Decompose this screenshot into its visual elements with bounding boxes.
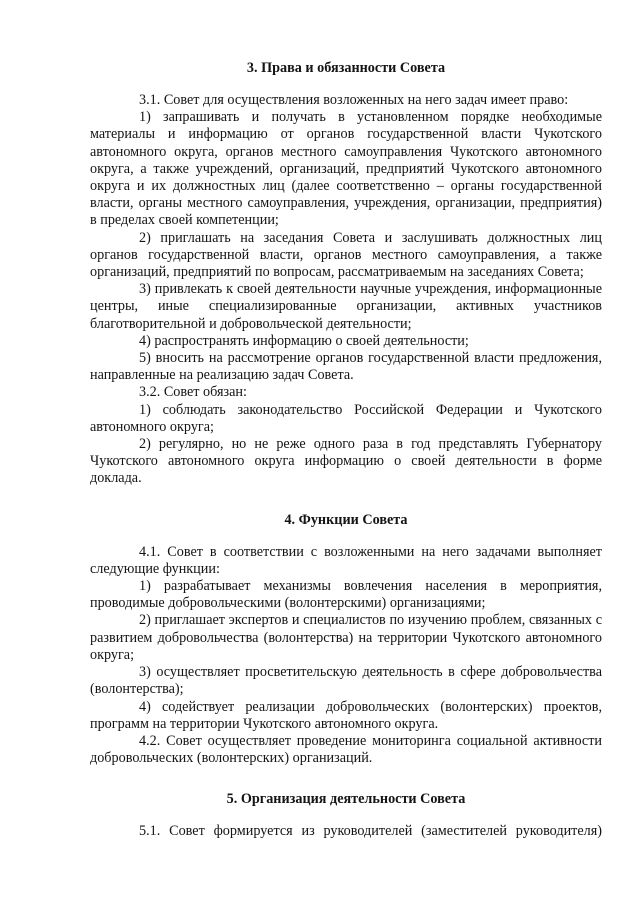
section-5-title: 5. Организация деятельности Совета xyxy=(226,791,466,808)
section-5 xyxy=(90,791,602,840)
section-3 xyxy=(90,60,602,488)
section-3-title: 3. Права и обязанности Совета xyxy=(246,60,446,76)
paragraph-4-1-item-4: 4) содействует реализации добровольческих (волонтерских) проектов, программ на территории Чукотского автономного округа. xyxy=(90,698,602,732)
paragraph-4-1-item-1: 1) разрабатывает механизмы вовлечения населения в мероприятия, проводимые добровольческими (волонтерскими) организациями; xyxy=(90,578,602,612)
section-4 xyxy=(90,512,602,768)
paragraph-3-2-item-2: 2) регулярно, но не реже одного раза в год представлять Губернатору Чукотского автономного округа информацию о своей деятельности в форме доклада. xyxy=(90,436,602,487)
paragraph-3-1: 3.1. Совет для осуществления возложенных на него задач имеет право: xyxy=(139,92,569,108)
paragraph-3-1-item-2: 2) приглашать на заседания Совета и заслушивать должностных лиц органов государственной власти, органов местного самоуправления, а также организаций, предприятий по вопросам, рассматриваемым на заседаниях Совета; xyxy=(90,229,602,281)
paragraph-5-1: 5.1. Совет формируется из руководителей (заместителей руководителя) xyxy=(139,823,602,840)
paragraph-4-1-item-3: 3) осуществляет просветительскую деятельность в сфере добровольчества (волонтерства); xyxy=(90,664,602,698)
paragraph-4-1-item-2: 2) приглашает экспертов и специалистов по изучению проблем, связанных с развитием добровольчества (волонтерства) на территории Чукотского автономного округа; xyxy=(90,612,602,663)
paragraph-3-1-item-3: 3) привлекать к своей деятельности научные учреждения, информационные центры, иные специализированные организации, активных участников благотворительной и добровольческой деятельности; xyxy=(90,281,602,332)
section-4-title: 4. Функции Совета xyxy=(284,511,408,528)
paragraph-3-1-item-1: 1) запрашивать и получать в установленном порядке необходимые материалы и информацию от органов государственной власти Чукотского автономного округа, органов местного самоуправления Чукотского автономного округа, а также учреждений, организаций, предприятий Чукотского автономного округа и их должностных лиц (далее соответственно – органы государственной власти, органы местного самоуправления, учреждения, организации, предприятия) в пределах своей компетенции; xyxy=(90,109,602,229)
paragraph-4-2: 4.2. Совет осуществляет проведение мониторинга социальной активности добровольческих (волонтерских) организаций. xyxy=(90,732,602,767)
paragraph-4-1: 4.1. Совет в соответствии с возложенными на него задачами выполняет следующие функции: xyxy=(90,543,602,577)
paragraph-3-1-item-5: 5) вносить на рассмотрение органов государственной власти предложения, направленные на реализацию задач Совета. xyxy=(90,350,602,384)
paragraph-3-1-item-4: 4) распространять информацию о своей деятельности; xyxy=(139,332,469,349)
paragraph-3-2: 3.2. Совет обязан: xyxy=(139,384,247,401)
paragraph-3-2-item-1: 1) соблюдать законодательство Российской Федерации и Чукотского автономного округа; xyxy=(90,401,602,435)
